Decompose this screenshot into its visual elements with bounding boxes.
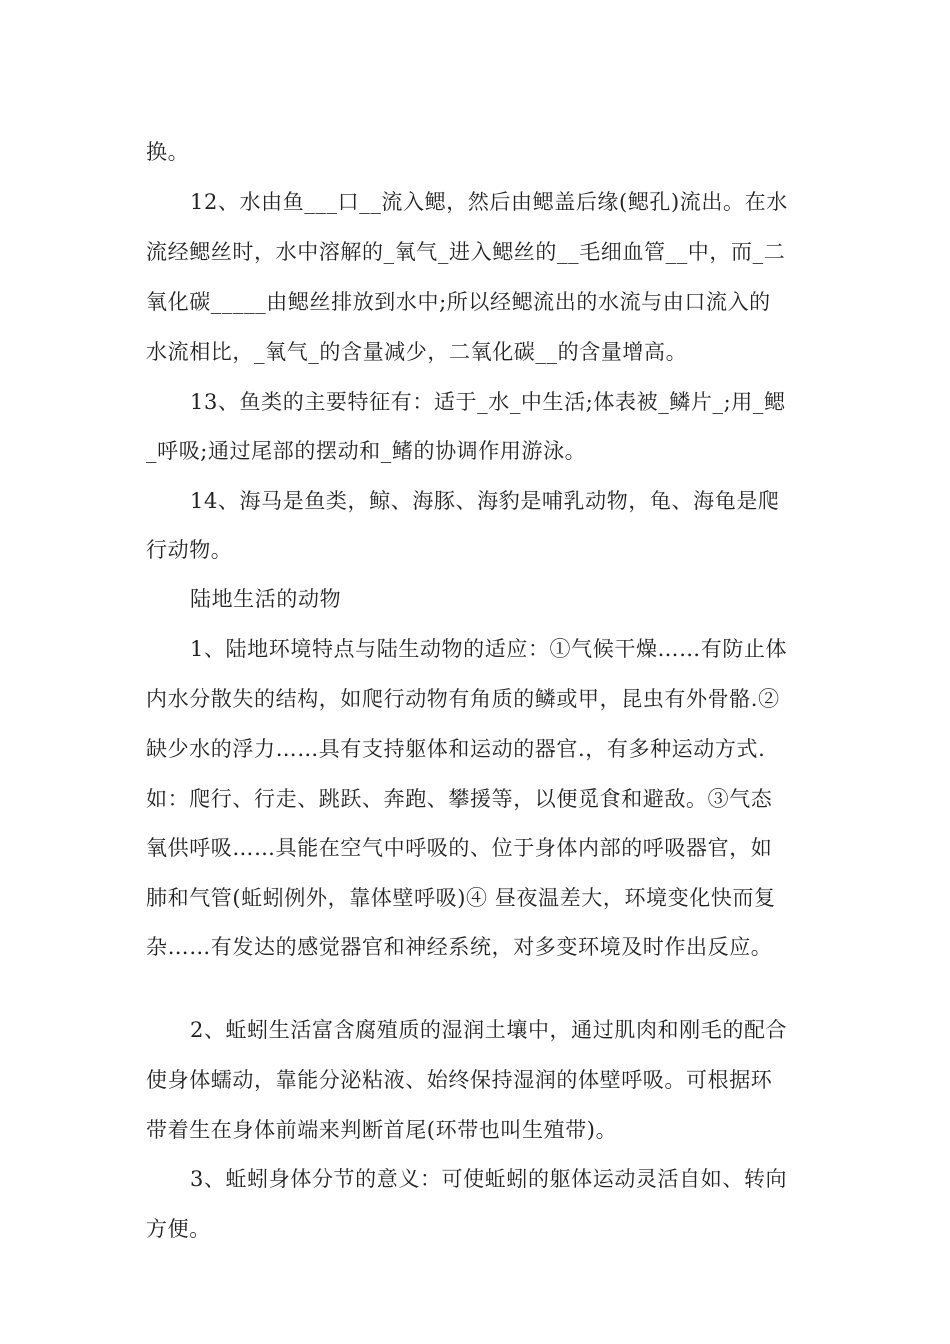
paragraph-1-line-2: 内水分散失的结构，如爬行动物有角质的鳞或甲，昆虫有外骨骼.②: [146, 687, 780, 711]
paragraph-2-line-2: 使身体蠕动，靠能分泌粘液、始终保持湿润的体壁呼吸。可根据环: [146, 1068, 773, 1092]
paragraph-13-line-1: 13、鱼类的主要特征有：适于_水_中生活;体表被_鳞片_;用_鳃: [190, 390, 786, 414]
paragraph-3-line-2: 方便。: [146, 1217, 211, 1241]
paragraph-1-line-5: 氧供呼吸……具能在空气中呼吸的、位于身体内部的呼吸器官，如: [146, 836, 773, 860]
paragraph-1-line-1: 1、陆地环境特点与陆生动物的适应：①气候干燥……有防止体: [190, 637, 788, 661]
paragraph-14-line-2: 行动物。: [146, 538, 233, 562]
paragraph-2-line-3: 带着生在身体前端来判断首尾(环带也叫生殖带)。: [146, 1118, 618, 1142]
paragraph-13-line-2: _呼吸;通过尾部的摆动和_鳍的协调作用游泳。: [146, 439, 587, 463]
paragraph-1-line-6: 肺和气管(蚯蚓例外，靠体壁呼吸)④ 昼夜温差大，环境变化快而复: [146, 886, 776, 910]
paragraph-1-line-4: 如：爬行、行走、跳跃、奔跑、攀援等，以便觅食和避敌。③气态: [146, 787, 773, 811]
paragraph-12-line-2: 流经鳃丝时，水中溶解的_氧气_进入鳃丝的__毛细血管__中，而_二: [146, 240, 786, 264]
section-heading: 陆地生活的动物: [190, 587, 342, 611]
paragraph-14-line-1: 14、海马是鱼类，鲸、海豚、海豹是哺乳动物，龟、海龟是爬: [190, 489, 780, 513]
paragraph-1-line-7: 杂……有发达的感觉器官和神经系统，对多变环境及时作出反应。: [146, 935, 773, 959]
paragraph-12-line-4: 水流相比，_氧气_的含量减少，二氧化碳__的含量增高。: [146, 340, 688, 364]
paragraph-3-line-1: 3、蚯蚓身体分节的意义：可使蚯蚓的躯体运动灵活自如、转向: [190, 1167, 788, 1191]
paragraph-12-line-1: 12、水由鱼___口__流入鳃，然后由鳃盖后缘(鳃孔)流出。在水: [190, 190, 788, 214]
paragraph-1-line-3: 缺少水的浮力……具有支持躯体和运动的器官.，有多种运动方式.: [146, 737, 766, 761]
paragraph-12-line-3: 氧化碳_____由鳃丝排放到水中;所以经鳃流出的水流与由口流入的: [146, 290, 771, 314]
text-line: 换。: [146, 140, 190, 164]
paragraph-2-line-1: 2、蚯蚓生活富含腐殖质的湿润土壤中，通过肌肉和刚毛的配合: [190, 1018, 788, 1042]
